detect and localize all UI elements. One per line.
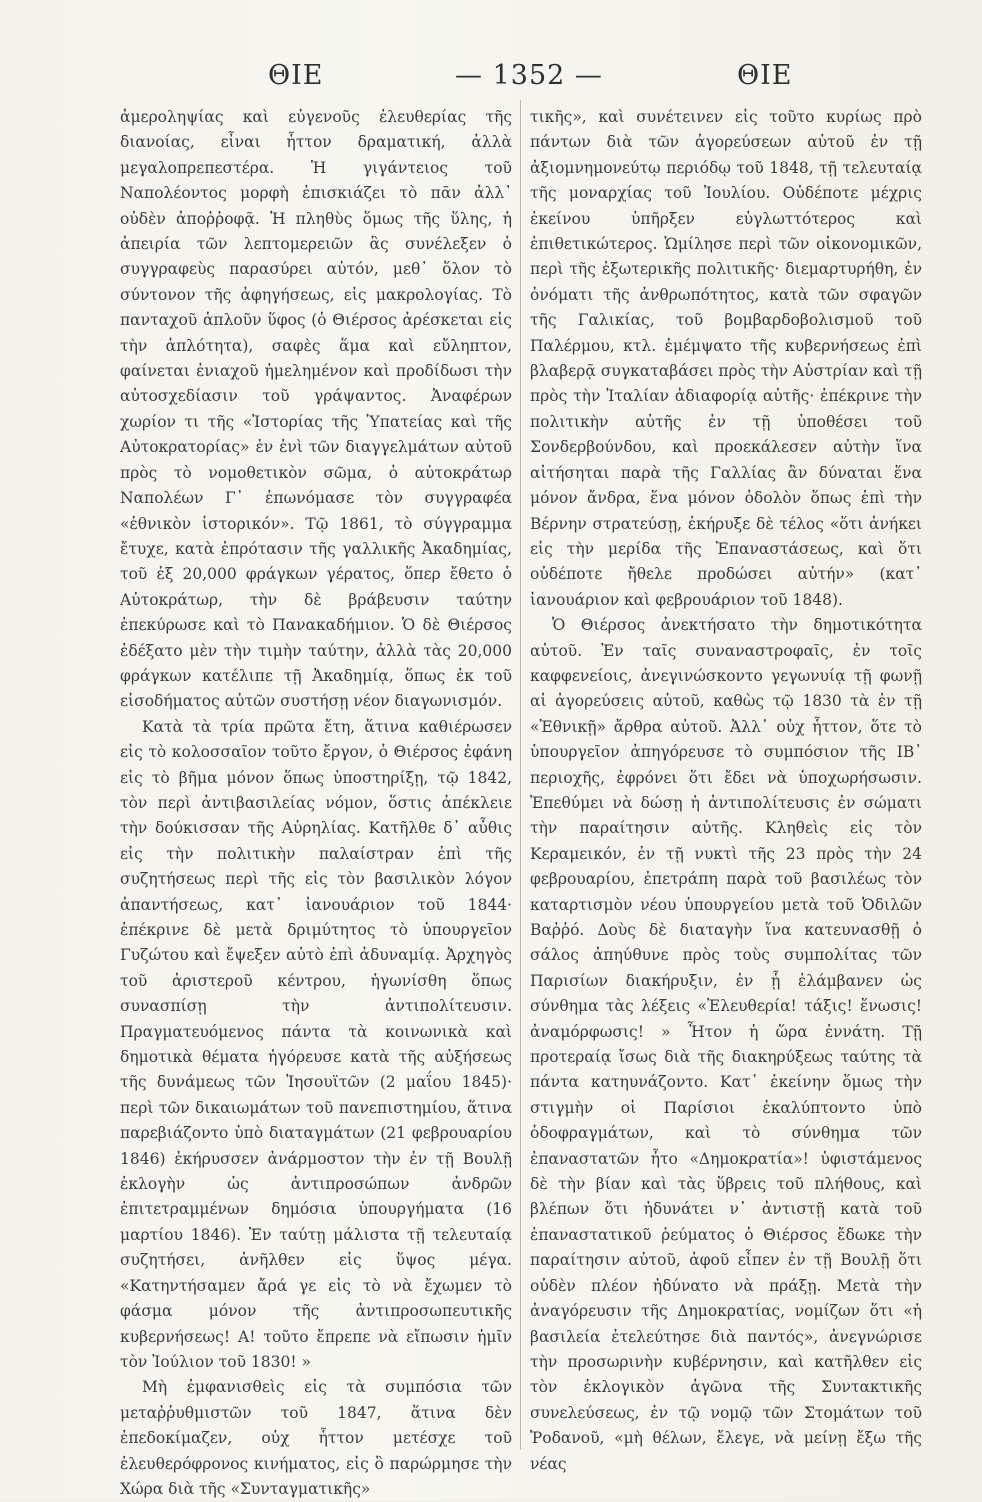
page-number: — 1352 — <box>455 60 603 91</box>
left-column <box>120 105 512 1502</box>
right-column <box>530 105 922 1477</box>
page-header <box>0 60 930 100</box>
paragraph: ἀμεροληψίας καὶ εὐγενοῦς ἐλευθερίας τῆς διανοίας, εἶναι ἧττον δραματική, ἀλλὰ μεγαλοπρεπεστέρα. Ἡ γιγάντειος τοῦ Ναπολέοντος μορφὴ ἐπισκιάζει τὸ πᾶν ἀλλ᾽ οὐδὲν ἀποῤῥοφᾷ. Ἡ πληθὺς ὅμως τῆς ὕλης, ἡ ἀπειρία τῶν λεπτομερειῶν ἃς συνέλεξεν ὁ συγγραφεὺς παρασύρει αὐτόν, μεθ᾽ ὅλον τὸ σύντονον τῆς ἀφηγήσεως, εἰς μακρολογίας. Τὸ πανταχοῦ ἁπλοῦν ὕφος (ὁ Θιέρσος ἀρέσκεται εἰς τὴν ἁπλότητα), σαφὲς ἅμα καὶ εὔληπτον, φαίνεται ἐνιαχοῦ ἠμελημένον καὶ προδίδωσι τὴν αὐτοσχεδίασιν τοῦ γράψαντος. Ἀναφέρων χωρίον τι τῆς «Ἱστορίας τῆς Ὑπατείας καὶ τῆς Αὐτοκρατορίας» ἐν ἑνὶ τῶν διαγγελμάτων αὐτοῦ πρὸς τὸ νομοθετικὸν σῶμα, ὁ αὐτοκράτωρ Ναπολέων Γ᾽ ἐπωνόμασε τὸν συγγραφέα «ἐθνικὸν ἱστορικόν». Τῷ 1861, τὸ σύγγραμμα ἔτυχε, κατὰ ἐπρότασιν τῆς γαλλικῆς Ἀκαδημίας, τοῦ ἐξ 20,000 φράγκων γέρατος, ὅπερ ἔθετο ὁ Αὐτοκράτωρ, τὴν δὲ βράβευσιν ταύτην ἐπεκύρωσε καὶ τὸ Πανακαδήμιον. Ὁ δὲ Θιέρσος ἐδέξατο μὲν τὴν τιμὴν ταύτην, ἀλλὰ τὰς 20,000 φράγκων κατέλιπε τῇ Ἀκαδημίᾳ, ὅπως ἐκ τοῦ εἰσοδήματος αὐτῶν συστήσῃ νέον διαγωνισμόν. <box>120 108 512 711</box>
paragraph: Ὁ Θιέρσος ἀνεκτήσατο τὴν δημοτικότητα αὐτοῦ. Ἐν ταῖς συναναστροφαῖς, ἐν τοῖς καφφενείοις, ἀνεγινώσκοντο γεγωνυίᾳ τῇ φωνῇ αἱ ἀγορεύσεις αὐτοῦ, καθὼς τῷ 1830 τὰ ἐν τῇ «Ἐθνικῇ» ἄρθρα αὐτοῦ. Ἀλλ᾽ οὐχ ἧττον, ὅτε τὸ ὑπουργεῖον ἀπηγόρευσε τὸ συμπόσιον τῆς ΙΒ᾽ περιοχῆς, ἐφρόνει ὅτι ἔδει νὰ ὑποχωρήσωσιν. Ἐπεθύμει νὰ δώσῃ ἡ ἀντιπολίτευσις ἐν σώματι τὴν παραίτησιν αὐτῆς. Κληθεὶς εἰς τὸν Κεραμεικόν, ἐν τῇ νυκτὶ τῆς 23 πρὸς τὴν 24 φεβρουαρίου, ἐπετράπη παρὰ τοῦ βασιλέως τὸν καταρτισμὸν νέου ὑπουργείου μετὰ τοῦ Ὀδιλῶν Βαῤῥό. Δοὺς δὲ διαταγὴν ἵνα κατευνασθῇ ὁ σάλος ἀπηύθυνε πρὸς τοὺς συμπολίτας τῶν Παρισίων διακήρυξιν, ἐν ᾗ ἐλάμβανεν ὡς σύνθημα τὰς λέξεις «Ἐλευθερία! τάξις! ἕνωσις! ἀναμόρφωσις! » Ἦτον ἡ ὥρα ἐννάτη. Τῇ προτεραίᾳ ἴσως διὰ τῆς διακηρύξεως ταύτης τὰ πάντα κατηυνάζοντο. Κατ᾽ ἐκείνην ὅμως τὴν στιγμὴν οἱ Παρίσιοι ἐκαλύπτοντο ὑπὸ ὁδοφραγμάτων, καὶ τὸ σύνθημα τῶν ἐπαναστατῶν ἦτο «Δημοκρατία»! ὑφιστάμενος δὲ τὴν βίαν καὶ τὰς ὕβρεις τοῦ πλήθους, καὶ βλέπων ὅτι ἠδυνάτει ν᾽ ἀντιστῇ κατὰ τοῦ ἐπαναστατικοῦ ῥεύματος ὁ Θιέρσος ἔδωκε τὴν παραίτησιν αὐτοῦ, ἀφοῦ εἶπεν ἐν τῇ Βουλῇ ὅτι οὐδὲν πλέον ἠδύνατο νὰ πράξῃ. Μετὰ τὴν ἀναγόρευσιν τῆς Δημοκρατίας, νομίζων ὅτι «ἡ βασιλεία ἐτελεύτησε διὰ παντός», ἀνεγνώρισε τὴν προσωρινὴν κυβέρνησιν, καὶ κατῆλθεν εἰς τὸν ἐκλογικὸν ἀγῶνα τῆς Συντακτικῆς συνελεύσεως, ἐν τῷ νομῷ τῶν Στομάτων τοῦ Ῥοδανοῦ, «μὴ θέλων, ἔλεγε, νὰ μείνῃ ἔξω τῆς νέας <box>530 616 922 1473</box>
column-divider <box>520 100 521 1450</box>
paragraph: τικῆς», καὶ συνέτεινεν εἰς τοῦτο κυρίως πρὸ πάντων διὰ τῶν ἀγορεύσεων αὐτοῦ ἐν τῇ ἀξιομνημονεύτῳ περιόδῳ τοῦ 1848, τῇ τελευταίᾳ τῆς μοναρχίας τοῦ Ἰουλίου. Οὐδέποτε μέχρις ἐκείνου ὑπῆρξεν εὐγλωττότερος καὶ ἐπιθετικώτερος. Ὡμίλησε περὶ τῶν οἰκονομικῶν, περὶ τῆς ἐξωτερικῆς πολιτικῆς· διεμαρτυρήθη, ἐν ὀνόματι τῆς ἀνθρωπότητος, κατὰ τῶν σφαγῶν τῆς Γαλικίας, τοῦ βομβαρδοβολισμοῦ τοῦ Παλέρμου, κτλ. ἐμέμψατο τῆς κυβερνήσεως ἐπὶ βλαβερᾷ συγκαταβάσει πρὸς τὴν Αὐστρίαν καὶ τῇ πρὸς τὴν Ἰταλίαν ἀδιαφορίᾳ αὐτῆς· ἐπέκρινε τὴν πολιτικὴν αὐτῆς ἐν τῇ ὑποθέσει τοῦ Σονδερβούνδου, καὶ προεκάλεσεν αὐτὴν ἵνα αἰτήσηται παρὰ τῆς Γαλλίας ἂν δύναται ἕνα μόνον ἄνδρα, ἕνα μόνον ὁδολὸν ὅπως ἐπὶ τὴν Βέρνην στρατεύσῃ, ἐκήρυξε δὲ τέλος «ὅτι ἀνήκει εἰς τὴν μερίδα τῆς Ἐπαναστάσεως, καὶ ὅτι οὐδέποτε ἤθελε προδώσει αὐτήν» (κατ᾽ ἰανουάριον καὶ φεβρουάριον τοῦ 1848). <box>530 108 922 609</box>
running-head-right: ΘΙΕ <box>737 60 793 91</box>
paragraph: Μὴ ἐμφανισθεὶς εἰς τὰ συμπόσια τῶν μεταῤῥυθμιστῶν τοῦ 1847, ἅτινα δὲν ἐπεδοκίμαζεν, οὐχ ἧττον μετέσχε τοῦ ἐλευθερόφρονος κινήματος, εἰς ὃ παρώρμησε τὴν Χώρα διὰ τῆς «Συνταγματικῆς» <box>120 1378 512 1498</box>
running-head-left: ΘΙΕ <box>268 60 324 91</box>
paragraph: Κατὰ τὰ τρία πρῶτα ἔτη, ἅτινα καθιέρωσεν εἰς τὸ κολοσσαῖον τοῦτο ἔργον, ὁ Θιέρσος ἐφάνη εἰς τὸ βῆμα μόνον ὅπως ὑποστηρίξῃ, τῷ 1842, τὸν περὶ ἀντιβασιλείας νόμον, ὅστις ἀπέκλειε τὴν δούκισσαν τῆς Αὐρηλίας. Κατῆλθε δ᾽ αὖθις εἰς τὴν πολιτικὴν παλαίστραν ἐπὶ τῆς συζητήσεως περὶ τῆς εἰς τὸν βασιλικὸν λόγον ἀπαντήσεως, κατ᾽ ἰανουάριον τοῦ 1844· ἐπέκρινε δὲ μετὰ δριμύτητος τὸ ὑπουργεῖον Γυζώτου καὶ ἔψεξεν αὐτὸ ἐπὶ ἀδυναμίᾳ. Ἀρχηγὸς τοῦ ἀριστεροῦ κέντρου, ἠγωνίσθη ὅπως συνασπίσῃ τὴν ἀντιπολίτευσιν. Πραγματευόμενος πάντα τὰ κοινωνικὰ καὶ δημοτικὰ θέματα ἠγόρευσε κατὰ τῆς αὐξήσεως τῆς δυνάμεως τῶν Ἰησουϊτῶν (2 μαΐου 1845)· περὶ τῶν δικαιωμάτων τοῦ πανεπιστημίου, ἅτινα παρεβιάζοντο ὑπὸ διαταγμάτων (21 φεβρουαρίου 1846) ἐκήρυσσεν ἀνάρμοστον τὴν ἐν τῇ Βουλῇ ἐκλογὴν ὡς ἀντιπροσώπων ἀνδρῶν ἐπιτετραμμένων δημόσια ὑπουργήματα (16 μαρτίου 1846). Ἐν ταύτῃ μάλιστα τῇ τελευταίᾳ συζητήσει, ἀνῆλθεν εἰς ὕψος μέγα. «Κατηντήσαμεν ἄρά γε εἰς τὸ νὰ ἔχωμεν τὸ φάσμα μόνον τῆς ἀντιπροσωπευτικῆς κυβερνήσεως! Α! τοῦτο ἔπρεπε νὰ εἴπωσιν ἡμῖν τὸν Ἰούλιον τοῦ 1830! » <box>120 717 512 1371</box>
